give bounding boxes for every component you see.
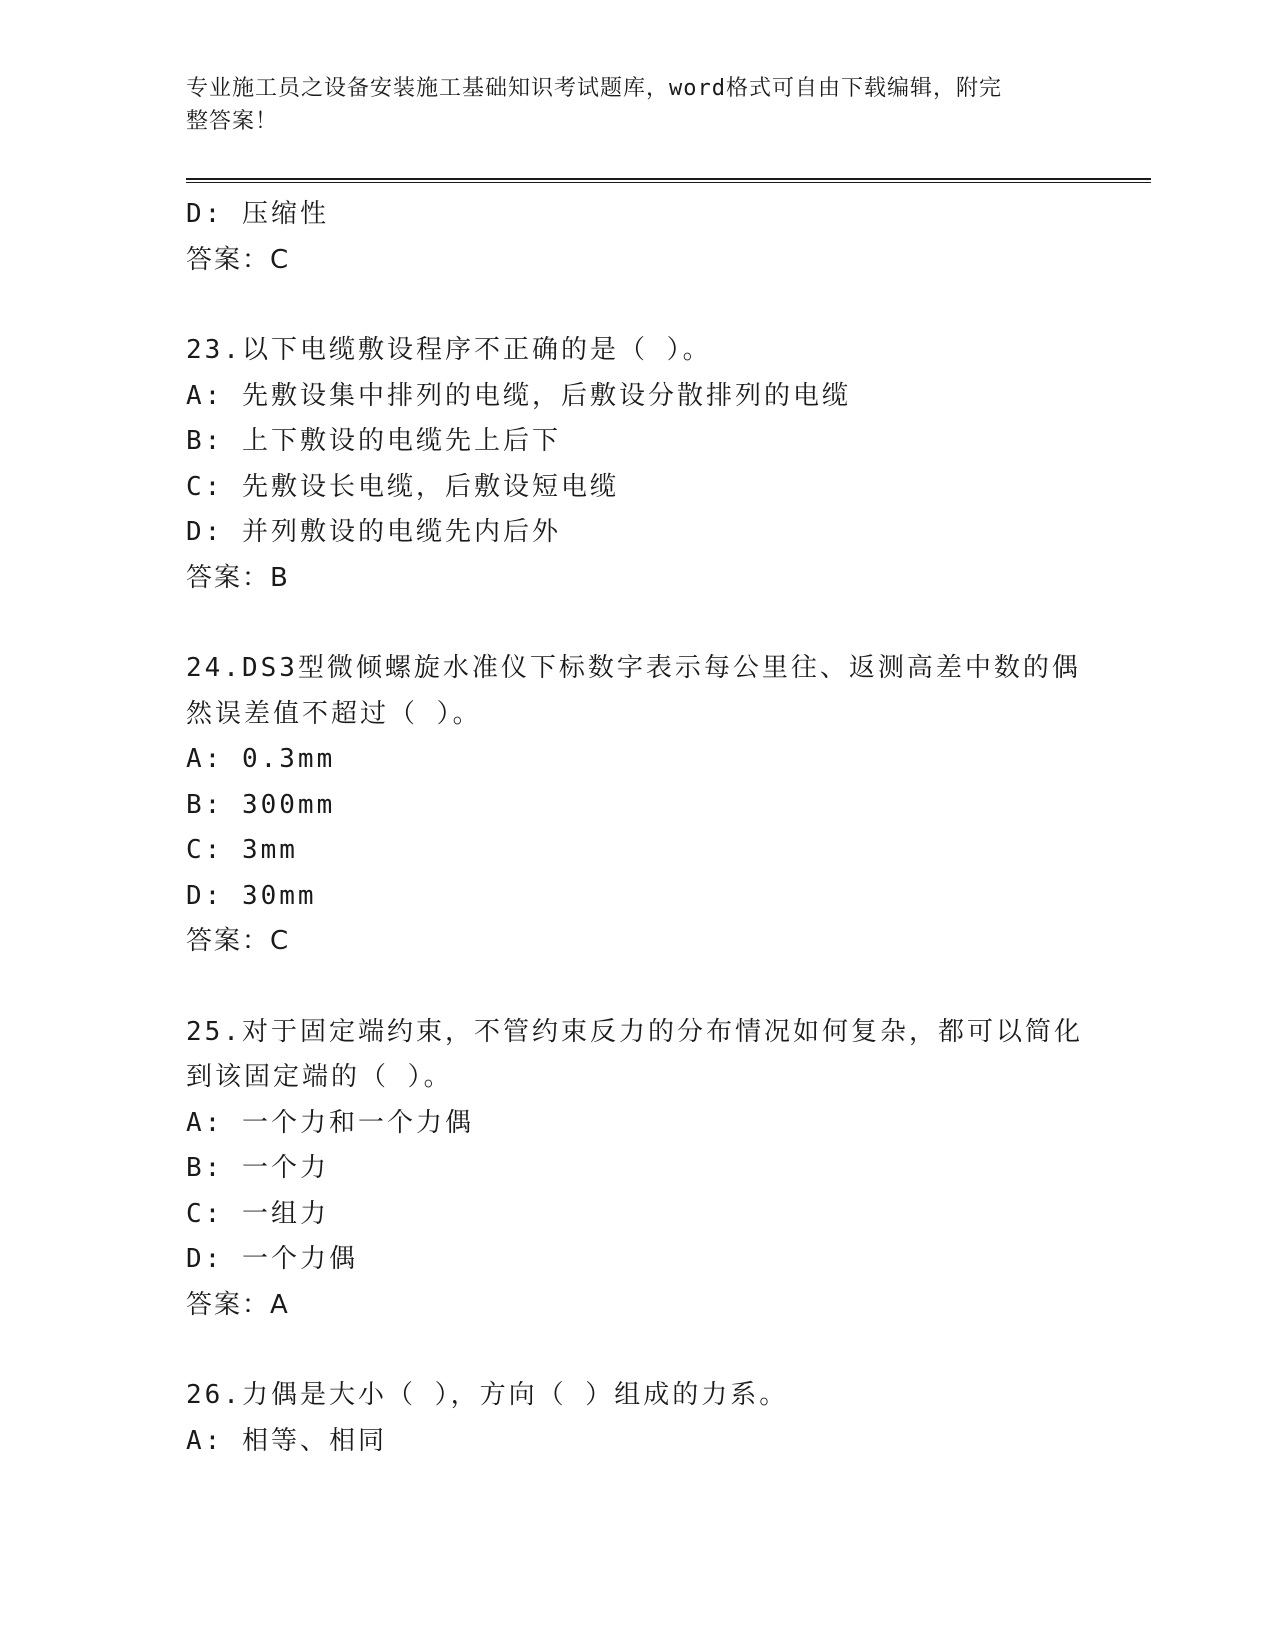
question-22-tail bbox=[186, 192, 1106, 283]
option-a: A: 相等、相同 bbox=[186, 1425, 387, 1456]
question-stem-continued: 到该固定端的（ ）。 bbox=[186, 1062, 453, 1092]
question-24 bbox=[186, 646, 1106, 965]
document-header bbox=[186, 72, 1066, 138]
option-c: C: 一组力 bbox=[186, 1198, 329, 1229]
answer: 答案：B bbox=[186, 562, 290, 593]
answer: 答案：C bbox=[186, 244, 291, 275]
question-26 bbox=[186, 1373, 1106, 1464]
answer: 答案：C bbox=[186, 926, 291, 956]
option-a: A: 一个力和一个力偶 bbox=[186, 1107, 474, 1138]
option-d: D: 压缩性 bbox=[186, 199, 329, 229]
option-a: A: 0.3mm bbox=[186, 744, 336, 774]
spacer bbox=[186, 601, 1106, 646]
answer: 答案：A bbox=[186, 1289, 290, 1320]
question-stem: 23.以下电缆敷设程序不正确的是（ ）。 bbox=[186, 335, 712, 365]
header-divider bbox=[186, 178, 1151, 183]
spacer bbox=[186, 1328, 1106, 1373]
option-c: C: 3mm bbox=[186, 835, 298, 865]
option-b: B: 一个力 bbox=[186, 1153, 329, 1183]
option-a: A: 先敷设集中排列的电缆，后敷设分散排列的电缆 bbox=[186, 380, 851, 411]
option-c: C: 先敷设长电缆，后敷设短电缆 bbox=[186, 471, 619, 502]
question-stem: 26.力偶是大小（ ），方向（ ）组成的力系。 bbox=[186, 1380, 789, 1410]
question-list bbox=[186, 192, 1106, 1464]
question-23 bbox=[186, 328, 1106, 601]
option-d: D: 并列敷设的电缆先内后外 bbox=[186, 517, 561, 547]
question-25 bbox=[186, 1010, 1106, 1329]
header-line-2: 整答案！ bbox=[186, 109, 279, 134]
question-stem: 24.DS3型微倾螺旋水准仪下标数字表示每公里往、返测高差中数的偶 bbox=[186, 653, 1081, 683]
question-stem-continued: 然误差值不超过（ ）。 bbox=[186, 698, 482, 729]
option-b: B: 300mm bbox=[186, 789, 336, 820]
spacer bbox=[186, 965, 1106, 1010]
option-d: D: 30mm bbox=[186, 880, 317, 911]
header-line-1: 专业施工员之设备安装施工基础知识考试题库，word格式可自由下载编辑，附完 bbox=[186, 76, 1002, 101]
option-d: D: 一个力偶 bbox=[186, 1244, 358, 1274]
spacer bbox=[186, 283, 1106, 328]
question-stem: 25.对于固定端约束，不管约束反力的分布情况如何复杂，都可以简化 bbox=[186, 1016, 1083, 1047]
option-b: B: 上下敷设的电缆先上后下 bbox=[186, 426, 561, 456]
